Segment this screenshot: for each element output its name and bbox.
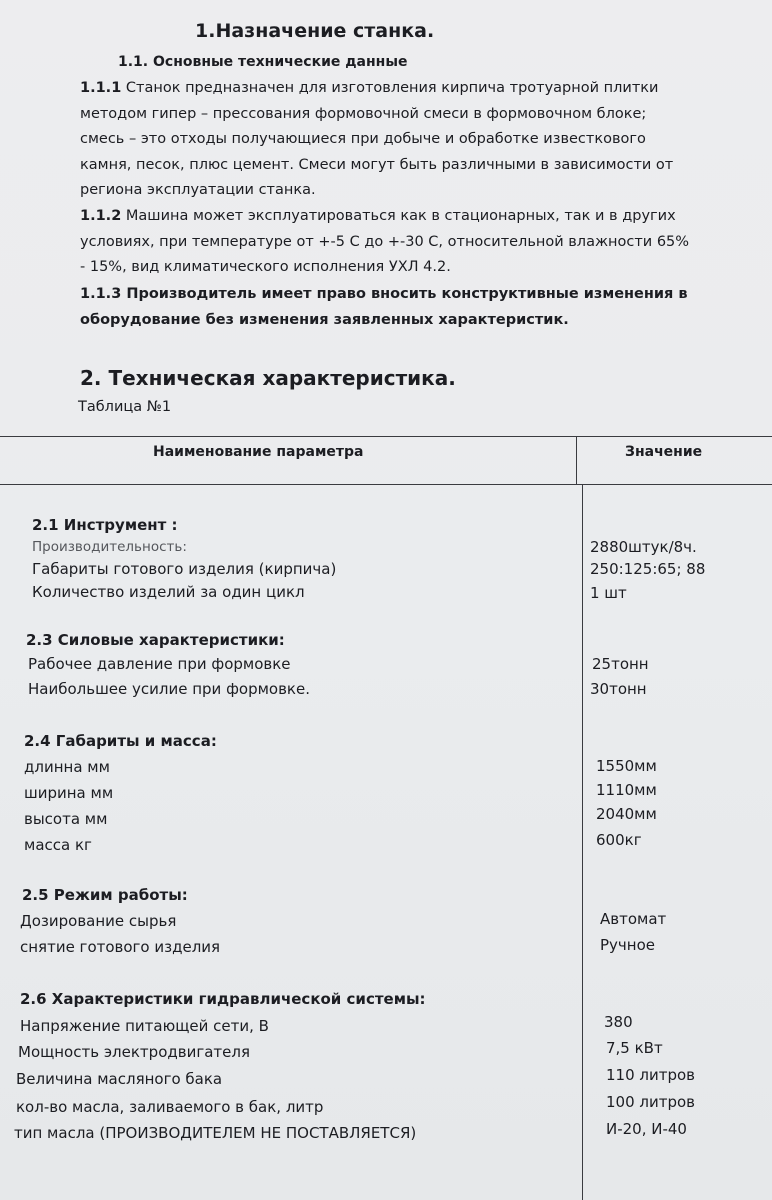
paragraph-1-1-1 (80, 76, 760, 204)
paragraph-line: методом гипер – прессования формовочной смеси в формовочном блоке; (80, 105, 647, 122)
param-label: снятие готового изделия (20, 938, 221, 956)
column-header-param: Наименование параметра (153, 444, 364, 460)
param-value: 30тонн (590, 680, 647, 698)
table-border-top (0, 436, 772, 437)
param-value: 600кг (596, 831, 642, 849)
section-2-5-title: 2.5 Режим работы: (22, 886, 188, 904)
param-label: тип масла (ПРОИЗВОДИТЕЛЕМ НЕ ПОСТАВЛЯЕТСЯ) (14, 1124, 417, 1142)
param-value: 250:125:65; 88 (590, 560, 706, 578)
param-label: Габариты готового изделия (кирпича) (32, 560, 337, 578)
paragraph-line: смесь – это отходы получающиеся при добыче и обработке известкового (80, 131, 646, 147)
param-label: Производительность: (32, 539, 187, 555)
paragraph-1-1-2 (80, 204, 760, 281)
param-label: Величина масляного бака (16, 1070, 223, 1088)
paragraph-line: Машина может эксплуатироваться как в стационарных, так и в других (125, 208, 676, 224)
paragraph-number: 1.1.2 (80, 208, 122, 224)
param-value: 1 шт (590, 584, 627, 602)
paragraph-line: региона эксплуатации станка. (80, 182, 316, 198)
param-label: высота мм (24, 810, 108, 828)
param-label: Мощность электродвигателя (18, 1043, 250, 1061)
section-1-1-subtitle: 1.1. Основные технические данные (118, 54, 408, 70)
column-divider-header (576, 436, 577, 484)
param-label: масса кг (24, 836, 92, 854)
section-2-4-title: 2.4 Габариты и масса: (24, 732, 217, 750)
paragraph-number: 1.1.1 (80, 80, 122, 96)
param-label: кол-во масла, заливаемого в бак, литр (16, 1098, 324, 1116)
paragraph-1-1-3 (80, 282, 760, 333)
paragraph-line: оборудование без изменения заявленных характеристик. (80, 311, 569, 328)
param-label: Напряжение питающей сети, В (20, 1017, 269, 1035)
paragraph-line: - 15%, вид климатического исполнения УХЛ 4.2. (80, 259, 451, 275)
param-value: 110 литров (606, 1066, 696, 1084)
param-label: Дозирование сырья (20, 912, 177, 930)
param-value: 25тонн (592, 655, 649, 673)
section-2-6-title: 2.6 Характеристики гидравлической системы: (20, 990, 426, 1008)
column-header-value: Значение (625, 444, 703, 460)
paragraph-line: условиях, при температуре от +-5 С до +-30 С, относительной влажности 65% (80, 233, 690, 250)
param-label: длинна мм (24, 758, 110, 776)
param-value: 7,5 кВт (606, 1039, 663, 1057)
param-value: 380 (604, 1013, 633, 1031)
section-2-title: 2. Техническая характеристика. (80, 366, 456, 390)
section-2-3-title: 2.3 Силовые характеристики: (26, 631, 285, 649)
param-value: И-20, И-40 (606, 1120, 687, 1138)
param-value: 2880штук/8ч. (590, 538, 697, 556)
param-value: 1550мм (596, 757, 657, 775)
param-label: ширина мм (24, 784, 114, 802)
param-value: Автомат (600, 910, 667, 928)
param-value: Ручное (600, 936, 655, 954)
table-header-divider (0, 484, 772, 485)
paragraph-line: Станок предназначен для изготовления кирпича тротуарной плитки (125, 80, 659, 96)
param-value: 100 литров (606, 1093, 696, 1111)
param-value: 1110мм (596, 781, 657, 799)
param-label: Наибольшее усилие при формовке. (28, 680, 310, 698)
section-1-title: 1.Назначение станка. (195, 20, 435, 42)
paragraph-line: камня, песок, плюс цемент. Смеси могут быть различными в зависимости от (80, 156, 674, 173)
table-label: Таблица №1 (78, 399, 172, 415)
column-divider (582, 484, 583, 1200)
param-label: Количество изделий за один цикл (32, 583, 305, 601)
param-label: Рабочее давление при формовке (28, 655, 291, 673)
paragraph-line: 1.1.3 Производитель имеет право вносить конструктивные изменения в (80, 286, 688, 302)
specs-table (0, 436, 772, 1200)
section-2-1-title: 2.1 Инструмент : (32, 516, 178, 534)
param-value: 2040мм (596, 805, 657, 823)
